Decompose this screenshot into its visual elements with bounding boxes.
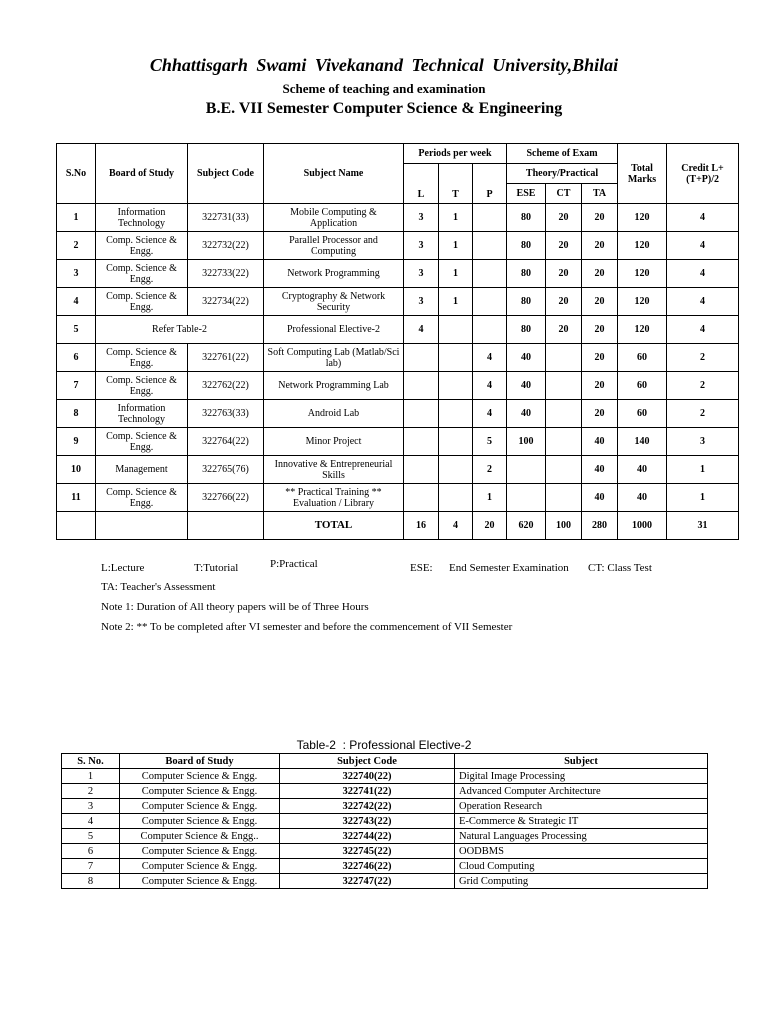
cell-sno: 4 — [57, 288, 96, 316]
cell-name: ** Practical Training ** Evaluation / Library — [264, 484, 404, 512]
legend-lecture: L:Lecture — [101, 562, 145, 574]
header-ct: CT — [546, 184, 582, 204]
cell-sno: 1 — [57, 204, 96, 232]
cell-ta: 20 — [582, 400, 618, 428]
scheme-table — [56, 143, 739, 540]
cell-empty — [96, 512, 188, 540]
header-t: T — [439, 164, 473, 204]
cell-total: 120 — [618, 260, 667, 288]
cell-sno: 3 — [57, 260, 96, 288]
cell-ese: 40 — [507, 400, 546, 428]
total-label: TOTAL — [264, 512, 404, 540]
cell-credit: 4 — [667, 204, 739, 232]
table-row — [57, 428, 739, 456]
header-scheme: Scheme of Exam — [507, 144, 618, 164]
cell-total: 40 — [618, 456, 667, 484]
t2-cell-board: Computer Science & Engg. — [120, 844, 280, 859]
cell-credit: 4 — [667, 288, 739, 316]
legend-ese-key: ESE: — [410, 562, 433, 574]
total-ct: 100 — [546, 512, 582, 540]
cell-ct — [546, 456, 582, 484]
t2-cell-code: 322744(22) — [280, 829, 455, 844]
t2-cell-board: Computer Science & Engg. — [120, 874, 280, 889]
cell-l — [404, 484, 439, 512]
t2-cell-subject: E-Commerce & Strategic IT — [455, 814, 708, 829]
header-total: Total Marks — [618, 144, 667, 204]
cell-code: 322731(33) — [188, 204, 264, 232]
cell-ta: 20 — [582, 316, 618, 344]
cell-ta: 20 — [582, 344, 618, 372]
table-row — [62, 874, 708, 889]
table-row — [57, 316, 739, 344]
note-1: Note 1: Duration of All theory papers will be of Three Hours — [101, 601, 369, 613]
cell-sno: 6 — [57, 344, 96, 372]
cell-ct — [546, 428, 582, 456]
cell-t: 1 — [439, 260, 473, 288]
t2-cell-sno: 8 — [62, 874, 120, 889]
table-row — [57, 484, 739, 512]
cell-l — [404, 344, 439, 372]
cell-l — [404, 456, 439, 484]
cell-board: Management — [96, 456, 188, 484]
t2-cell-board: Computer Science & Engg. — [120, 814, 280, 829]
header-code: Subject Code — [188, 144, 264, 204]
cell-p: 4 — [473, 372, 507, 400]
cell-code: 322764(22) — [188, 428, 264, 456]
cell-t — [439, 372, 473, 400]
t2-cell-subject: Advanced Computer Architecture — [455, 784, 708, 799]
table-row — [57, 204, 739, 232]
cell-credit: 4 — [667, 260, 739, 288]
table-row — [57, 400, 739, 428]
table-row — [62, 844, 708, 859]
cell-board: Information Technology — [96, 400, 188, 428]
cell-total: 60 — [618, 344, 667, 372]
cell-t: 1 — [439, 288, 473, 316]
table-row — [62, 769, 708, 784]
total-l: 16 — [404, 512, 439, 540]
table-row — [57, 344, 739, 372]
t2-header-code: Subject Code — [280, 754, 455, 769]
cell-l — [404, 428, 439, 456]
t2-cell-subject: Natural Languages Processing — [455, 829, 708, 844]
table2-title-prefix: Table-2 — [296, 738, 336, 752]
cell-ese — [507, 484, 546, 512]
cell-code: 322765(76) — [188, 456, 264, 484]
total-ta: 280 — [582, 512, 618, 540]
cell-ta: 20 — [582, 260, 618, 288]
cell-ese: 80 — [507, 316, 546, 344]
cell-t — [439, 316, 473, 344]
header-name: Subject Name — [264, 144, 404, 204]
header-theory-practical: Theory/Practical — [507, 164, 618, 184]
cell-sno: 5 — [57, 316, 96, 344]
cell-code: 322732(22) — [188, 232, 264, 260]
t2-cell-code: 322747(22) — [280, 874, 455, 889]
t2-cell-subject: Cloud Computing — [455, 859, 708, 874]
table2-title-suffix: : Professional Elective-2 — [342, 738, 472, 752]
t2-header-board: Board of Study — [120, 754, 280, 769]
cell-credit: 1 — [667, 484, 739, 512]
table-row — [57, 372, 739, 400]
cell-ta: 40 — [582, 456, 618, 484]
cell-p: 4 — [473, 400, 507, 428]
legend-practical: P:Practical — [270, 558, 318, 570]
cell-p — [473, 204, 507, 232]
cell-sno: 9 — [57, 428, 96, 456]
t2-cell-sno: 3 — [62, 799, 120, 814]
cell-credit: 2 — [667, 372, 739, 400]
cell-total: 60 — [618, 400, 667, 428]
cell-p: 5 — [473, 428, 507, 456]
cell-p — [473, 316, 507, 344]
cell-p: 1 — [473, 484, 507, 512]
cell-name: Minor Project — [264, 428, 404, 456]
cell-name: Network Programming — [264, 260, 404, 288]
cell-l: 3 — [404, 204, 439, 232]
cell-t — [439, 456, 473, 484]
cell-ct: 20 — [546, 232, 582, 260]
t2-cell-code: 322740(22) — [280, 769, 455, 784]
cell-ta: 40 — [582, 484, 618, 512]
cell-board: Comp. Science & Engg. — [96, 428, 188, 456]
legend-tutorial: T:Tutorial — [194, 562, 239, 574]
cell-empty — [188, 512, 264, 540]
cell-ta: 20 — [582, 204, 618, 232]
t2-cell-sno: 4 — [62, 814, 120, 829]
table-row — [57, 232, 739, 260]
table-row — [57, 288, 739, 316]
total-t: 4 — [439, 512, 473, 540]
t2-header-sno: S. No. — [62, 754, 120, 769]
cell-ta: 20 — [582, 232, 618, 260]
cell-board: Comp. Science & Engg. — [96, 372, 188, 400]
cell-board: Comp. Science & Engg. — [96, 484, 188, 512]
cell-ese: 40 — [507, 372, 546, 400]
cell-ct — [546, 372, 582, 400]
table-row — [57, 456, 739, 484]
header-p: P — [473, 164, 507, 204]
cell-l — [404, 372, 439, 400]
cell-l: 3 — [404, 260, 439, 288]
t2-cell-subject: OODBMS — [455, 844, 708, 859]
cell-name: Parallel Processor and Computing — [264, 232, 404, 260]
cell-ta: 20 — [582, 288, 618, 316]
total-ese: 620 — [507, 512, 546, 540]
t2-cell-code: 322741(22) — [280, 784, 455, 799]
cell-name: Innovative & Entrepreneurial Skills — [264, 456, 404, 484]
cell-l: 3 — [404, 288, 439, 316]
cell-credit: 1 — [667, 456, 739, 484]
cell-sno: 2 — [57, 232, 96, 260]
t2-cell-board: Computer Science & Engg. — [120, 859, 280, 874]
legend-ta: TA: Teacher's Assessment — [101, 581, 216, 593]
t2-cell-board: Computer Science & Engg. — [120, 769, 280, 784]
cell-total: 140 — [618, 428, 667, 456]
cell-ct: 20 — [546, 316, 582, 344]
cell-t: 1 — [439, 232, 473, 260]
t2-cell-sno: 6 — [62, 844, 120, 859]
cell-l: 3 — [404, 232, 439, 260]
cell-l: 4 — [404, 316, 439, 344]
cell-ese — [507, 456, 546, 484]
cell-credit: 3 — [667, 428, 739, 456]
header-sno: S.No — [57, 144, 96, 204]
table-row — [62, 829, 708, 844]
cell-l — [404, 400, 439, 428]
total-total: 1000 — [618, 512, 667, 540]
semester-title: B.E. VII Semester Computer Science & Engineering — [205, 100, 563, 117]
cell-board: Comp. Science & Engg. — [96, 344, 188, 372]
cell-p — [473, 288, 507, 316]
t2-cell-subject: Operation Research — [455, 799, 708, 814]
cell-ta: 40 — [582, 428, 618, 456]
cell-total: 120 — [618, 288, 667, 316]
cell-p: 2 — [473, 456, 507, 484]
cell-p — [473, 232, 507, 260]
cell-ese: 80 — [507, 232, 546, 260]
cell-ese: 80 — [507, 288, 546, 316]
cell-t: 1 — [439, 204, 473, 232]
t2-cell-code: 322743(22) — [280, 814, 455, 829]
table-row — [62, 784, 708, 799]
cell-board: Refer Table-2 — [96, 316, 264, 344]
cell-total: 40 — [618, 484, 667, 512]
header-l: L — [404, 164, 439, 204]
cell-name: Android Lab — [264, 400, 404, 428]
table-row — [62, 814, 708, 829]
cell-ct — [546, 400, 582, 428]
t2-cell-code: 322745(22) — [280, 844, 455, 859]
cell-sno: 8 — [57, 400, 96, 428]
cell-total: 120 — [618, 316, 667, 344]
t2-cell-board: Computer Science & Engg. — [120, 799, 280, 814]
total-p: 20 — [473, 512, 507, 540]
cell-board: Comp. Science & Engg. — [96, 288, 188, 316]
scheme-subtitle: Scheme of teaching and examination — [282, 81, 486, 96]
header-board: Board of Study — [96, 144, 188, 204]
t2-cell-board: Computer Science & Engg. — [120, 784, 280, 799]
t2-cell-sno: 2 — [62, 784, 120, 799]
cell-credit: 2 — [667, 400, 739, 428]
legend-ct: CT: Class Test — [588, 562, 652, 574]
t2-cell-sno: 5 — [62, 829, 120, 844]
cell-sno: 10 — [57, 456, 96, 484]
cell-ese: 40 — [507, 344, 546, 372]
cell-empty — [57, 512, 96, 540]
cell-t — [439, 400, 473, 428]
university-title: Chhattisgarh Swami Vivekanand Technical University,Bhilai — [149, 55, 619, 75]
legend-ese-value: End Semester Examination — [449, 562, 569, 574]
cell-t — [439, 428, 473, 456]
cell-ct: 20 — [546, 204, 582, 232]
cell-code: 322766(22) — [188, 484, 264, 512]
cell-sno: 11 — [57, 484, 96, 512]
header-ta: TA — [582, 184, 618, 204]
cell-name: Mobile Computing & Application — [264, 204, 404, 232]
cell-sno: 7 — [57, 372, 96, 400]
t2-cell-board: Computer Science & Engg.. — [120, 829, 280, 844]
cell-code: 322733(22) — [188, 260, 264, 288]
total-credit: 31 — [667, 512, 739, 540]
cell-ct — [546, 344, 582, 372]
t2-header-subject: Subject — [455, 754, 708, 769]
elective-table-body — [62, 769, 708, 889]
total-row — [57, 512, 739, 540]
cell-credit: 4 — [667, 316, 739, 344]
cell-ct: 20 — [546, 288, 582, 316]
cell-ct: 20 — [546, 260, 582, 288]
scheme-table-body — [57, 204, 739, 540]
cell-name: Cryptography & Network Security — [264, 288, 404, 316]
cell-board: Information Technology — [96, 204, 188, 232]
cell-name: Soft Computing Lab (Matlab/Sci lab) — [264, 344, 404, 372]
cell-name: Network Programming Lab — [264, 372, 404, 400]
cell-ese: 80 — [507, 260, 546, 288]
cell-p: 4 — [473, 344, 507, 372]
t2-cell-code: 322742(22) — [280, 799, 455, 814]
table-row — [57, 260, 739, 288]
cell-credit: 4 — [667, 232, 739, 260]
cell-total: 60 — [618, 372, 667, 400]
header-ese: ESE — [507, 184, 546, 204]
header-credit: Credit L+(T+P)/2 — [667, 144, 739, 204]
elective-table — [61, 753, 708, 889]
cell-code: 322763(33) — [188, 400, 264, 428]
t2-cell-sno: 1 — [62, 769, 120, 784]
t2-cell-code: 322746(22) — [280, 859, 455, 874]
cell-code: 322761(22) — [188, 344, 264, 372]
cell-board: Comp. Science & Engg. — [96, 232, 188, 260]
cell-ese: 100 — [507, 428, 546, 456]
table-row — [62, 799, 708, 814]
t2-cell-sno: 7 — [62, 859, 120, 874]
table2-title — [0, 738, 768, 752]
cell-total: 120 — [618, 204, 667, 232]
cell-total: 120 — [618, 232, 667, 260]
note-2: Note 2: ** To be completed after VI semester and before the commencement of VII Semester — [101, 621, 513, 633]
table-row — [62, 859, 708, 874]
cell-t — [439, 484, 473, 512]
cell-name: Professional Elective-2 — [264, 316, 404, 344]
cell-ta: 20 — [582, 372, 618, 400]
header-periods: Periods per week — [404, 144, 507, 164]
cell-ct — [546, 484, 582, 512]
cell-t — [439, 344, 473, 372]
cell-code: 322734(22) — [188, 288, 264, 316]
cell-ese: 80 — [507, 204, 546, 232]
cell-code: 322762(22) — [188, 372, 264, 400]
cell-credit: 2 — [667, 344, 739, 372]
t2-cell-subject: Digital Image Processing — [455, 769, 708, 784]
cell-p — [473, 260, 507, 288]
t2-cell-subject: Grid Computing — [455, 874, 708, 889]
cell-board: Comp. Science & Engg. — [96, 260, 188, 288]
